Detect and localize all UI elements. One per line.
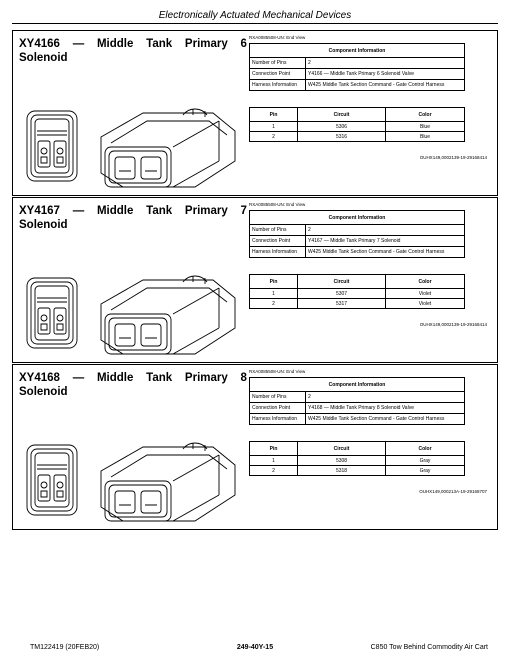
connector-section bbox=[12, 30, 498, 196]
pin-table-header: Pin Circuit Color bbox=[250, 108, 465, 122]
figure-ref: RXA0085508-UN: End View bbox=[249, 35, 306, 40]
section-title bbox=[19, 371, 247, 399]
footer-doc-id: TM122419 (20FEB20) bbox=[30, 644, 100, 651]
figure-ref: RXA0085508-UN: End View bbox=[249, 202, 306, 207]
title-word: Primary bbox=[184, 205, 228, 217]
component-info-table bbox=[249, 377, 465, 425]
page-header-title: Electronically Actuated Mechanical Devices bbox=[158, 10, 352, 21]
pin-table-header: Pin Circuit Color bbox=[250, 442, 465, 456]
title-dash: — bbox=[72, 205, 85, 217]
connector-drawing bbox=[23, 258, 241, 358]
table-row: Harness Information W425 Middle Tank Section Command - Gate Control Harness bbox=[250, 80, 465, 91]
table-row: 1 5306 Blue bbox=[250, 122, 465, 132]
info-header: Component Information bbox=[250, 44, 465, 58]
title-word: Middle bbox=[96, 372, 134, 384]
connector-drawing bbox=[23, 91, 241, 191]
table-row: Harness Information W425 Middle Tank Section Command - Gate Control Harness bbox=[250, 247, 465, 258]
table-row: 2 5316 Blue bbox=[250, 132, 465, 142]
table-row: Harness Information W425 Middle Tank Section Command - Gate Control Harness bbox=[250, 414, 465, 425]
title-line2: Solenoid bbox=[19, 52, 68, 64]
pin-table bbox=[249, 274, 465, 309]
title-number: 8 bbox=[240, 372, 247, 384]
page-footer bbox=[12, 644, 498, 658]
table-row: Number of Pins 2 bbox=[250, 225, 465, 236]
table-row: 1 5307 Violet bbox=[250, 289, 465, 299]
title-word: Tank bbox=[146, 205, 173, 217]
title-line2: Solenoid bbox=[19, 386, 68, 398]
figure-ref: OUHX149,0002139-19-29168414 bbox=[419, 155, 487, 160]
title-dash: — bbox=[72, 372, 85, 384]
page-header bbox=[12, 8, 498, 24]
title-line2: Solenoid bbox=[19, 219, 68, 231]
info-header: Component Information bbox=[250, 211, 465, 225]
title-word: Primary bbox=[184, 38, 228, 50]
title-number: 7 bbox=[240, 205, 247, 217]
connector-section bbox=[12, 197, 498, 363]
title-code: XY4168 bbox=[19, 372, 60, 384]
title-word: Middle bbox=[96, 38, 134, 50]
table-row: 1 5308 Gray bbox=[250, 456, 465, 466]
pin-table-header: Pin Circuit Color bbox=[250, 275, 465, 289]
connector-drawing bbox=[23, 425, 241, 525]
pin-table bbox=[249, 107, 465, 142]
info-header: Component Information bbox=[250, 378, 465, 392]
table-row: Number of Pins 2 bbox=[250, 392, 465, 403]
title-number: 6 bbox=[240, 38, 247, 50]
figure-ref: RXA0085508-UN: End View bbox=[249, 369, 306, 374]
table-row: Connection Point Y4168 — Middle Tank Primary 8 Solenoid Valve bbox=[250, 403, 465, 414]
title-code: XY4167 bbox=[19, 205, 60, 217]
pin-table bbox=[249, 441, 465, 476]
section-title bbox=[19, 37, 247, 65]
table-row: 2 5317 Violet bbox=[250, 299, 465, 309]
table-row: Connection Point Y4166 — Middle Tank Primary 6 Solenoid Valve bbox=[250, 69, 465, 80]
table-row: 2 5318 Gray bbox=[250, 466, 465, 476]
footer-page-number: 249-40Y-15 bbox=[236, 644, 274, 651]
title-word: Tank bbox=[146, 38, 173, 50]
title-code: XY4166 bbox=[19, 38, 60, 50]
component-info-table bbox=[249, 43, 465, 91]
title-word: Tank bbox=[146, 372, 173, 384]
section-title bbox=[19, 204, 247, 232]
title-dash: — bbox=[72, 38, 85, 50]
figure-ref: OUHX149,0002139-19-29168414 bbox=[419, 322, 487, 327]
title-word: Middle bbox=[96, 205, 134, 217]
component-info-table bbox=[249, 210, 465, 258]
connector-section bbox=[12, 364, 498, 530]
table-row: Number of Pins 2 bbox=[250, 58, 465, 69]
table-row: Connection Point Y4167 — Middle Tank Primary 7 Solenoid bbox=[250, 236, 465, 247]
title-word: Primary bbox=[184, 372, 228, 384]
figure-ref: OUHX149,000213A-19-29168707 bbox=[419, 489, 487, 494]
footer-product: C850 Tow Behind Commodity Air Cart bbox=[370, 644, 488, 651]
